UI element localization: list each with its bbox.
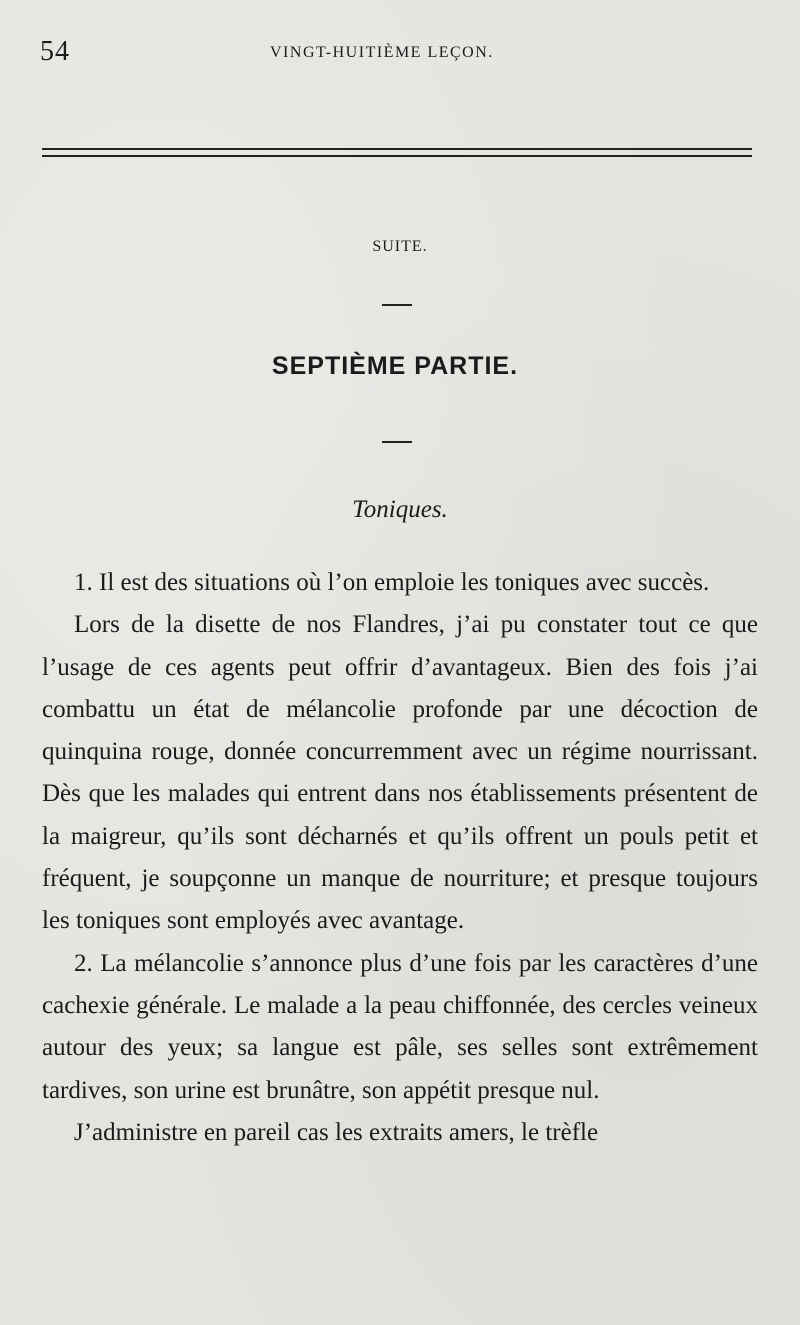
page-header xyxy=(40,32,760,72)
subtitle: SUITE. xyxy=(372,238,428,255)
divider-dash-upper xyxy=(382,304,412,306)
paragraph: Lors de la disette de nos Flandres, j’ai pu constater tout ce que l’usage de ces agents peut offrir d’avantageux. Bien des fois j’ai combattu un état de mélancolie profonde par une décoction de quinquina rouge, donnée concurremment avec un régime nourrissant. Dès que les malades qui entrent dans nos établissements présentent de la maigreur, qu’ils sont décharnés et qu’ils offrent un pouls petit et fréquent, je soupçonne un manque de nourriture; et presque toujours les toniques sont employés avec avantage. xyxy=(42,611,758,935)
section-title: Toniques. xyxy=(352,496,448,523)
page-number: 54 xyxy=(40,36,70,67)
paragraph: 2. La mélancolie s’annonce plus d’une fois par les caractères d’une cachexie générale. Le malade a la peau chiffonnée, des cercles veineux autour des yeux; sa langue est pâle, ses selles sont extrêmement tardives, son urine est brunâtre, son appétit presque nul. xyxy=(42,949,758,1104)
header-rule-bottom xyxy=(42,155,752,157)
header-rule-top xyxy=(42,148,752,150)
running-head: VINGT-HUITIÈME LEÇON. xyxy=(270,44,494,61)
part-title: SEPTIÈME PARTIE. xyxy=(271,352,519,380)
paragraph: J’administre en pareil cas les extraits amers, le trèfle xyxy=(74,1118,599,1146)
divider-dash-lower xyxy=(382,441,412,443)
body-text xyxy=(42,562,758,1154)
paragraph: 1. Il est des situations où l’on emploie les toniques avec succès. xyxy=(74,569,710,596)
